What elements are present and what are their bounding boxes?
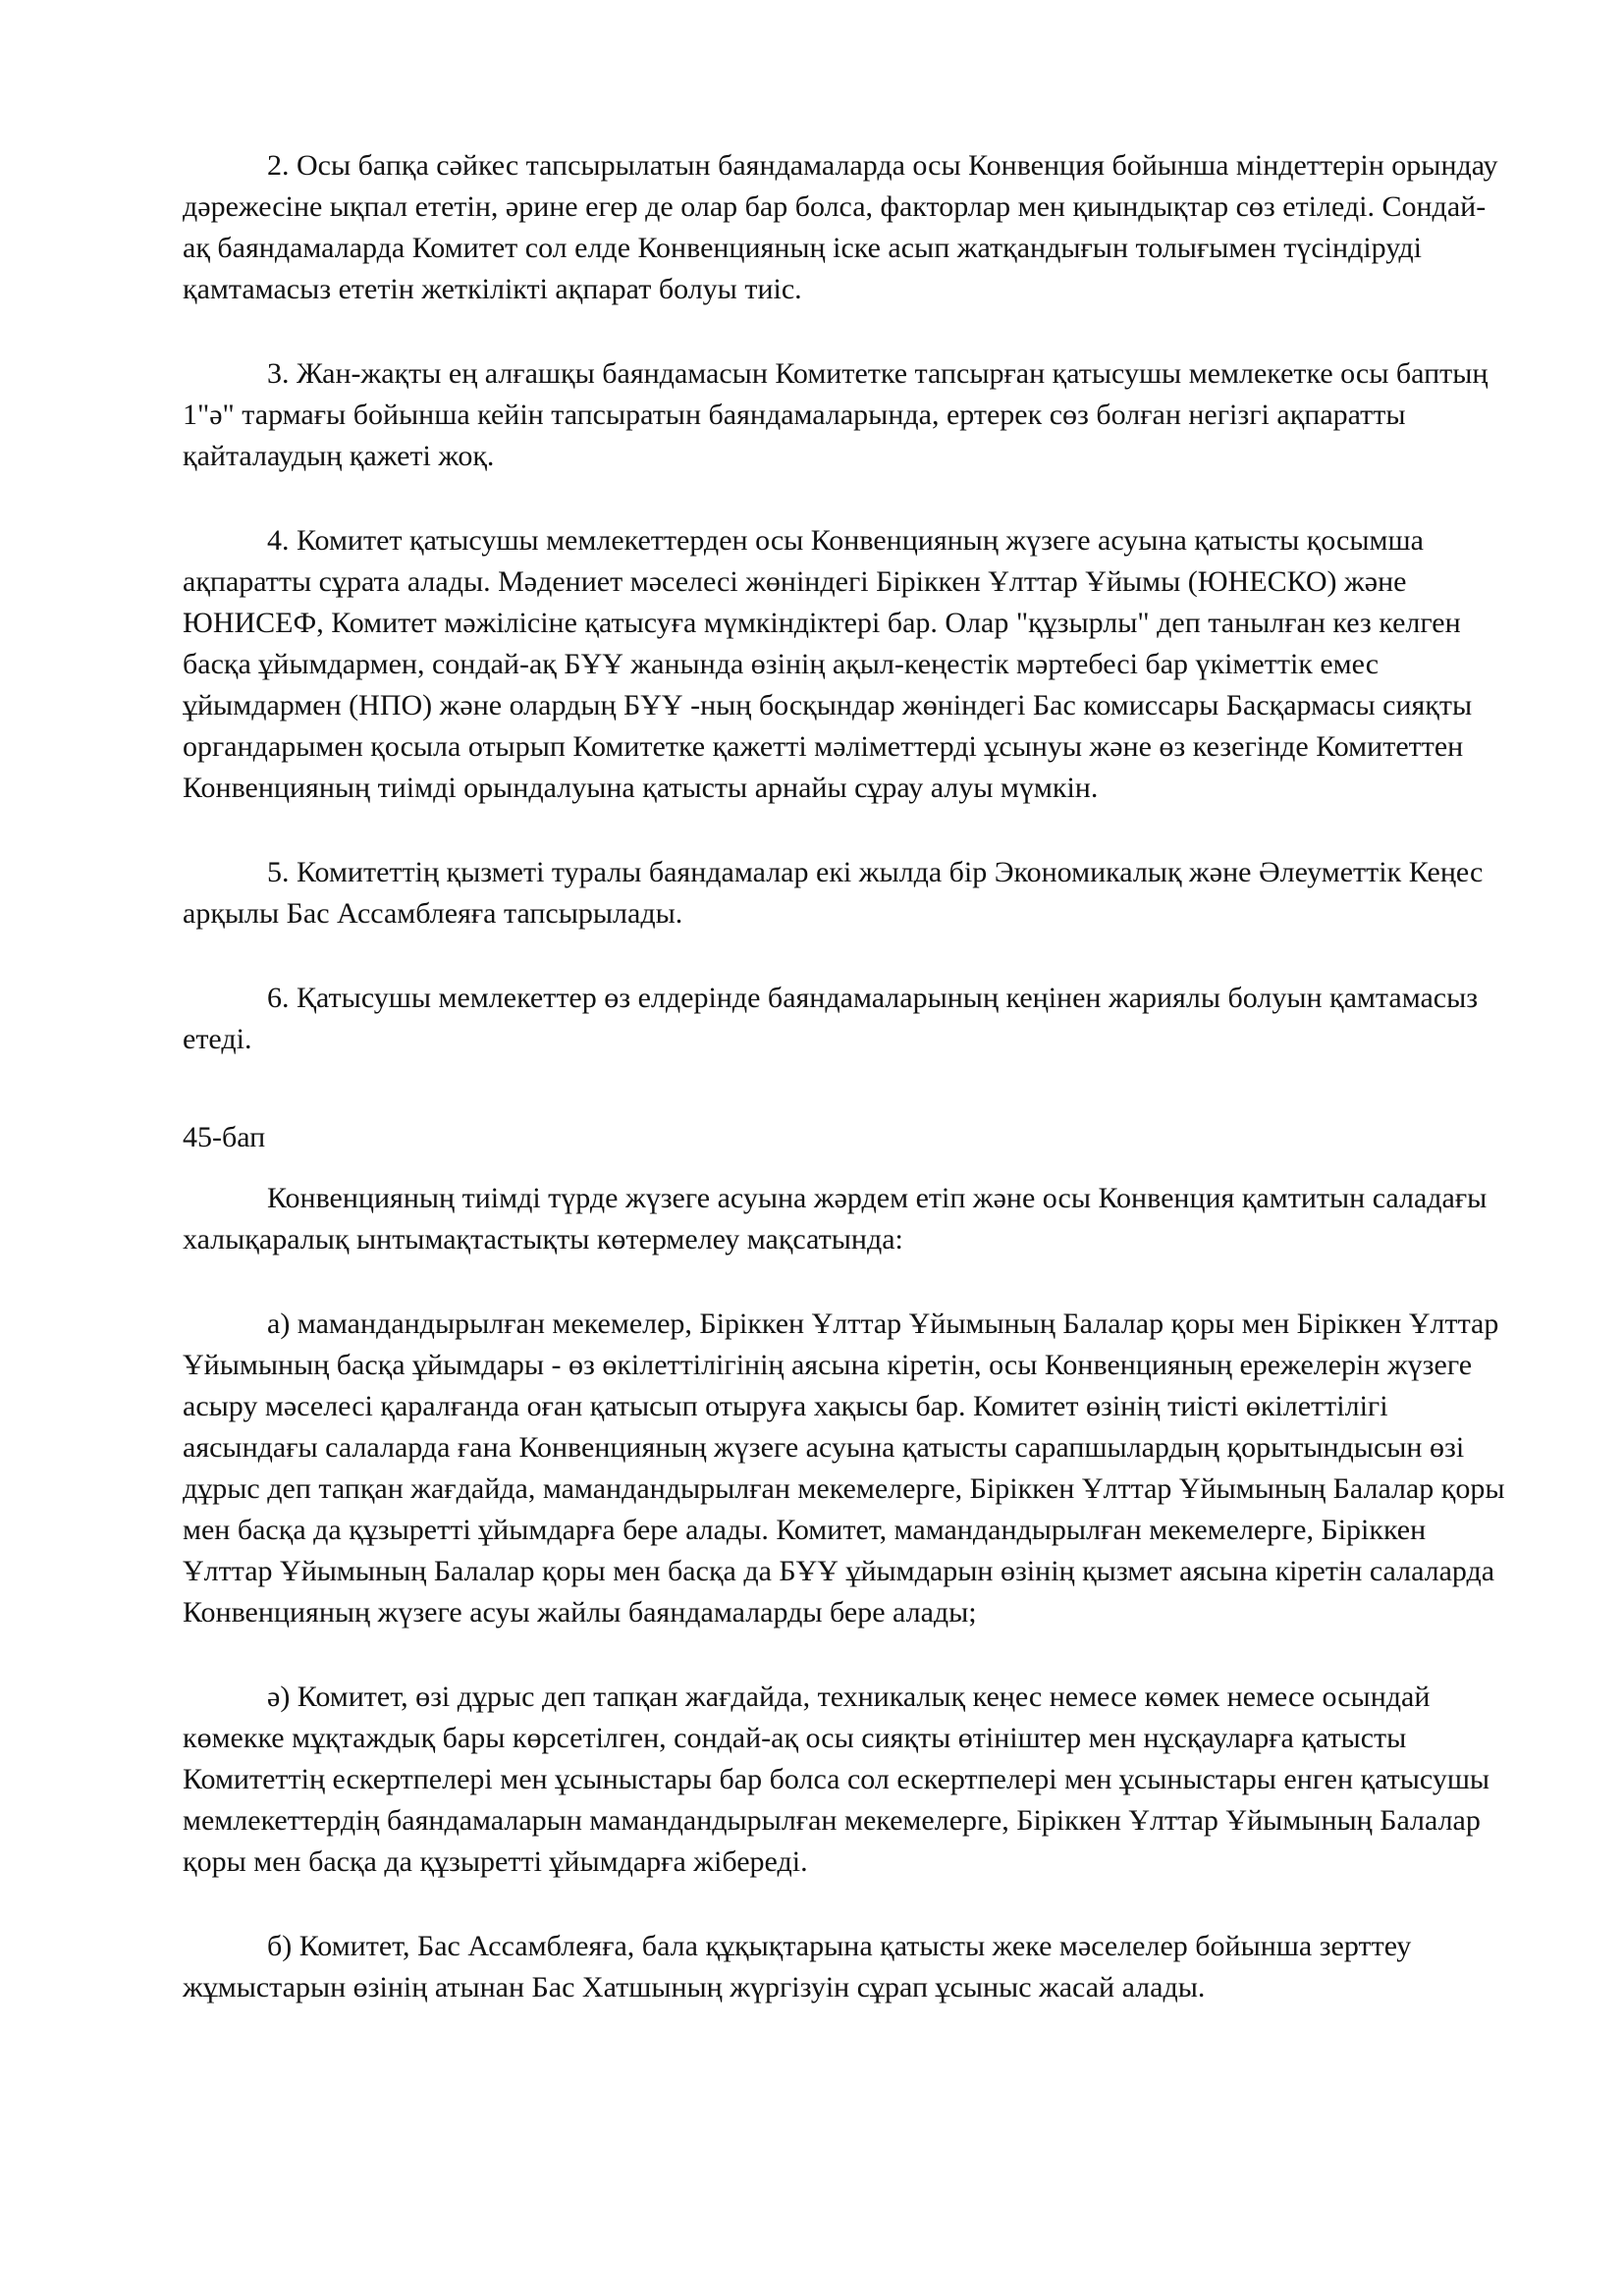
paragraph-subclause-b: б) Комитет, Бас Ассамблеяға, бала құқықтарына қатысты жеке мәселелер бойынша зерттеу жұмыстарын өзінің атынан Бас Хатшының жүргізуін сұрап ұсыныс жасай алады. (183, 1930, 1412, 2003)
paragraph-clause-5: 5. Комитеттің қызметі туралы баяндамалар екі жылда бір Экономикалық және Әлеуметтік Кеңес арқылы Бас Ассамблеяға тапсырылады. (183, 856, 1484, 930)
paragraph-clause-3: 3. Жан-жақты ең алғашқы баяндамасын Комитетке тапсырған қатысушы мемлекетке осы баптың 1"ә" тармағы бойынша кейін тапсыратын баяндамаларында, ертерек сөз болған негізгі ақпаратты қайталаудың қажеті жоқ. (183, 357, 1489, 472)
paragraph-clause-6: 6. Қатысушы мемлекеттер өз елдерінде баяндамаларының кеңінен жариялы болуын қамтамасыз етеді. (183, 982, 1479, 1055)
document-body (183, 145, 1508, 2008)
paragraph-subclause-a2: ә) Комитет, өзі дұрыс деп тапқан жағдайда, техникалық кеңес немесе көмек немесе осындай көмекке мұқтаждық бары көрсетілген, сондай-ақ осы сияқты өтініштер мен нұсқауларға қатысты Комитеттің ескертпелері мен ұсыныстары бар болса сол ескертпелері мен ұсыныстары енген қатысушы мемлекеттердің баяндамаларын мамандандырылған мекемелерге, Біріккен Ұлттар Ұйымының Балалар қоры мен басқа да құзыретті ұйымдарға жібереді. (183, 1681, 1490, 1878)
article-45-heading: 45-бап (183, 1121, 266, 1153)
article-45-intro-paragraph: Конвенцияның тиімді түрде жүзеге асуына жәрдем етіп және осы Конвенция қамтитын саладағы халықаралық ынтымақтастықты көтермелеу мақсатында: (183, 1182, 1488, 1255)
paragraph-clause-2: 2. Осы бапқа сәйкес тапсырылатын баяндамаларда осы Конвенция бойынша міндеттерін орындау дәрежесіне ықпал ететін, әрине егер де олар бар болса, факторлар мен қиындықтар сөз етіледі. Сондай-ақ баяндамаларда Комитет сол елде Конвенцияның іске асып жатқандығын толығымен түсіндіруді қамтамасыз ететін жеткілікті ақпарат болуы тиіс. (183, 149, 1498, 305)
paragraph-subclause-a: а) мамандандырылған мекемелер, Біріккен Ұлттар Ұйымының Балалар қоры мен Біріккен Ұлттар Ұйымының басқа ұйымдары - өз өкілеттілігінің аясына кіретін, осы Конвенцияның ережелерін жүзеге асыру мәселесі қаралғанда оған қатысып отыруға хақысы бар. Комитет өзінің тиісті өкілеттілігі аясындағы салаларда ғана Конвенцияның жүзеге асуына қатысты сарапшылардың қорытындысын өзі дұрыс деп тапқан жағдайда, мамандандырылған мекемелерге, Біріккен Ұлттар Ұйымының Балалар қоры мен басқа да құзыретті ұйымдарға бере алады. Комитет, мамандандырылған мекемелерге, Біріккен Ұлттар Ұйымының Балалар қоры мен басқа да БҰҰ ұйымдарын өзінің қызмет аясына кіретін салаларда Конвенцияның жүзеге асуы жайлы баяндамаларды бере алады; (183, 1308, 1505, 1629)
paragraph-clause-4: 4. Комитет қатысушы мемлекеттерден осы Конвенцияның жүзеге асуына қатысты қосымша ақпаратты сұрата алады. Мәдениет мәселесі жөніндегі Біріккен Ұлттар Ұйымы (ЮНЕСКО) және ЮНИСЕФ, Комитет мәжілісіне қатысуға мүмкіндіктері бар. Олар "құзырлы" деп танылған кез келген басқа ұйымдармен, сондай-ақ БҰҰ жанында өзінің ақыл-кеңестік мәртебесі бар үкіметтік емес ұйымдармен (НПО) және олардың БҰҰ -ның босқындар жөніндегі Бас комиссары Басқармасы сияқты органдарымен қосыла отырып Комитетке қажетті мәліметтерді ұсынуы және өз кезегінде Комитеттен Конвенцияның тиімді орындалуына қатысты арнайы сұрау алуы мүмкін. (183, 524, 1473, 804)
